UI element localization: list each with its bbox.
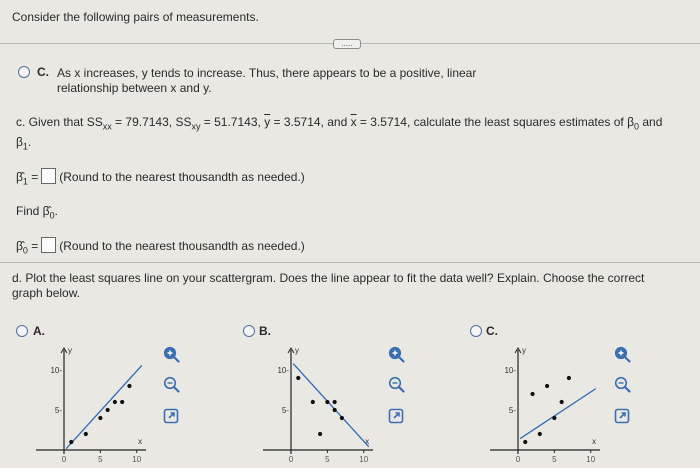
find-beta0-label: Find $\betâ_0$.: [16, 204, 58, 221]
y-tick-label: 10-: [504, 366, 516, 375]
zoom-out-icon[interactable]: [163, 376, 180, 398]
radio-option-a[interactable]: [16, 325, 28, 337]
data-point: [296, 376, 300, 380]
data-point: [567, 376, 571, 380]
question-intro: Consider the following pairs of measurements.: [12, 10, 259, 24]
data-point: [69, 440, 73, 444]
x-axis-label: x: [592, 437, 597, 446]
option-c-line1: As x increases, y tends to increase. Thus, there appears to be a positive, linear: [57, 66, 477, 80]
x-tick-label: 10: [132, 455, 142, 464]
least-squares-line: [293, 364, 369, 447]
scatterplot-option-b: [257, 340, 377, 468]
zoom-in-icon[interactable]: [614, 346, 631, 368]
radio-option-c-prev[interactable]: [18, 66, 30, 78]
data-point: [333, 408, 337, 412]
scatterplot-option-a: [30, 340, 150, 468]
y-tick-label: 5-: [281, 406, 289, 415]
x-tick-label: 5: [552, 455, 557, 464]
y-axis-label: y: [68, 346, 72, 355]
y-axis-label: y: [295, 346, 299, 355]
data-point: [560, 400, 564, 404]
section-divider: [0, 262, 700, 263]
expand-icon[interactable]: [163, 408, 179, 429]
part-d-line1: d. Plot the least squares line on your scattergram. Does the line appear to fit the data well? Explain. Choose the correct: [12, 271, 645, 285]
beta0-answer-row: $\betâ_0$ = (Round to the nearest thousandth as needed.): [16, 239, 305, 256]
y-tick-label: 10-: [277, 366, 289, 375]
data-point: [120, 400, 124, 404]
data-point: [311, 400, 315, 404]
radio-option-b[interactable]: [243, 325, 255, 337]
more-button[interactable]: .....: [333, 39, 361, 49]
data-point: [545, 384, 549, 388]
data-point: [538, 432, 542, 436]
part-c-prompt: c. Given that $SS_{xx} = 79.7143$, $SS_{xy} = 51.7143$, $\overline{y} = 3.5714$, and $\overline{x} = 3.5714$, calculate the least squares estimates of $\beta_0$ and: [16, 115, 663, 132]
data-point: [113, 400, 117, 404]
x-tick-label: 0: [515, 455, 521, 464]
option-c-letter: C.: [37, 65, 49, 79]
beta1-round-note: (Round to the nearest thousandth as needed.): [59, 170, 305, 184]
y-tick-label: 5-: [54, 406, 62, 415]
data-point: [325, 400, 329, 404]
y-tick-label: 10-: [50, 366, 62, 375]
option-b-letter: B.: [259, 324, 271, 338]
data-point: [333, 400, 337, 404]
data-point: [98, 416, 102, 420]
data-point: [106, 408, 110, 412]
x-tick-label: 0: [288, 455, 294, 464]
data-point: [84, 432, 88, 436]
option-a-letter: A.: [33, 324, 45, 338]
data-point: [530, 392, 534, 396]
y-axis-label: y: [522, 346, 526, 355]
beta1-answer-row: $\betâ_1$ = (Round to the nearest thousandth as needed.): [16, 170, 305, 187]
data-point: [127, 384, 131, 388]
zoom-out-icon[interactable]: [614, 376, 631, 398]
x-tick-label: 0: [61, 455, 67, 464]
beta0-round-note: (Round to the nearest thousandth as needed.): [59, 239, 305, 253]
beta0-answer-input[interactable]: [41, 237, 56, 253]
data-point: [523, 440, 527, 444]
part-c-beta1: $\beta_1$.: [16, 135, 32, 152]
expand-icon[interactable]: [388, 408, 404, 429]
expand-icon[interactable]: [614, 408, 630, 429]
option-c-line2: relationship between x and y.: [57, 81, 212, 95]
data-point: [340, 416, 344, 420]
scatterplot-option-c: [484, 340, 604, 468]
x-tick-label: 5: [98, 455, 103, 464]
option-c-graph-letter: C.: [486, 324, 498, 338]
least-squares-line: [520, 389, 596, 439]
zoom-out-icon[interactable]: [388, 376, 405, 398]
least-squares-line: [66, 365, 142, 448]
data-point: [318, 432, 322, 436]
zoom-in-icon[interactable]: [388, 346, 405, 368]
part-d-line2: graph below.: [12, 286, 81, 300]
x-tick-label: 5: [325, 455, 330, 464]
x-tick-label: 10: [586, 455, 596, 464]
y-tick-label: 5-: [508, 406, 516, 415]
beta1-answer-input[interactable]: [41, 168, 56, 184]
x-tick-label: 10: [359, 455, 369, 464]
zoom-in-icon[interactable]: [163, 346, 180, 368]
radio-option-c[interactable]: [470, 325, 482, 337]
x-axis-label: x: [365, 437, 370, 446]
x-axis-label: x: [138, 437, 143, 446]
data-point: [552, 416, 556, 420]
